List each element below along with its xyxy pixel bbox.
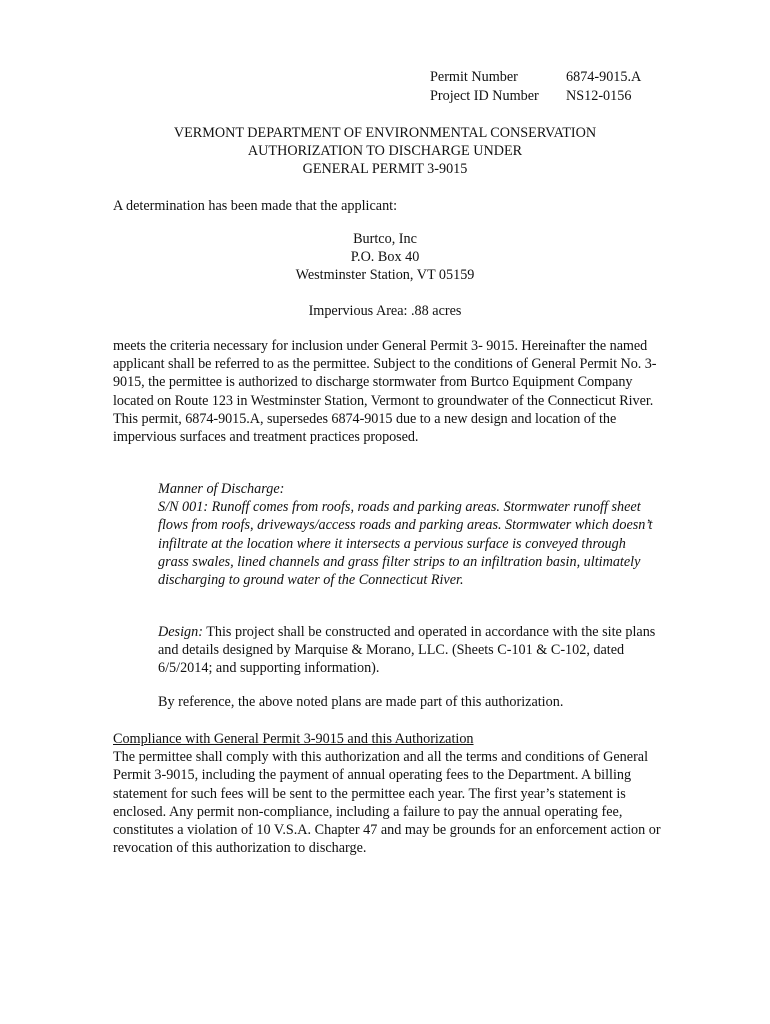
compliance-text: The permittee shall comply with this authorization and all the terms and conditions of General Permit 3-9015, including the payment of annual operating fees to the Department. A billing statement for such fees will be sent to the permittee each year. The first year’s statement is enclosed. Any permit non-compliance, including a failure to pay the annual operating fee, constitutes a violation of 10 V.S.A. Chapter 47 and may be grounds for an enforcement action or revocation of this authorization to discharge. (113, 749, 661, 857)
applicant-po-box: P.O. Box 40 (350, 249, 420, 266)
compliance-section (113, 730, 661, 857)
intro-text: A determination has been made that the applicant: (113, 198, 398, 214)
project-id-label: Project ID Number (430, 88, 539, 104)
permit-number-label: Permit Number (430, 69, 518, 85)
document-title (0, 124, 770, 179)
project-id-row (430, 87, 641, 106)
reference-paragraph: By reference, the above noted plans are made part of this authorization. (158, 694, 564, 710)
title-line-3: GENERAL PERMIT 3-9015 (302, 161, 468, 178)
criteria-paragraph: meets the criteria necessary for inclusion under General Permit 3- 9015. Hereinafter the named applicant shall be referred to as the permittee. Subject to the conditions of General Permit No. 3-9015, the permittee is authorized to discharge stormwater from Burtco Equipment Company located on Route 123 in Westminster Station, Vermont to groundwater of the Connecticut River. This permit, 6874-9015.A, supersedes 6874-9015 due to a new design and location of the impervious surfaces and treatment practices proposed. (113, 338, 657, 446)
design-label: Design: (158, 624, 203, 640)
permit-number-value: 6874-9015.A (566, 69, 642, 85)
title-line-2: AUTHORIZATION TO DISCHARGE UNDER (247, 143, 523, 160)
manner-text: S/N 001: Runoff comes from roofs, roads and parking areas. Stormwater runoff sheet flows from roofs, driveways/access roads and parking areas. Stormwater which doesn’t infiltrate at the location where it intersects a pervious surface is conveyed through grass swales, lined channels and grass filter strips to an infiltration basin, ultimately discharging to ground water of the Connecticut River. (158, 499, 653, 589)
manner-of-discharge (158, 480, 658, 589)
compliance-title: Compliance with General Permit 3-9015 and this Authorization (113, 731, 474, 747)
project-id-value: NS12-0156 (566, 88, 632, 104)
title-line-1: VERMONT DEPARTMENT OF ENVIRONMENTAL CONSERVATION (173, 125, 597, 141)
manner-label: Manner of Discharge: (158, 481, 285, 497)
permit-number-row (430, 68, 641, 87)
design-text: This project shall be constructed and operated in accordance with the site plans and details designed by Marquise & Morano, LLC. (Sheets C-101 & C-102, dated 6/5/2014; and supporting information). (158, 624, 656, 677)
applicant-city: Westminster Station, VT 05159 (295, 267, 475, 284)
impervious-area: Impervious Area: .88 acres (308, 303, 462, 319)
applicant-name: Burtco, Inc (353, 231, 417, 247)
permit-id-block (430, 68, 641, 106)
design-paragraph (158, 623, 658, 678)
applicant-address (0, 230, 770, 285)
